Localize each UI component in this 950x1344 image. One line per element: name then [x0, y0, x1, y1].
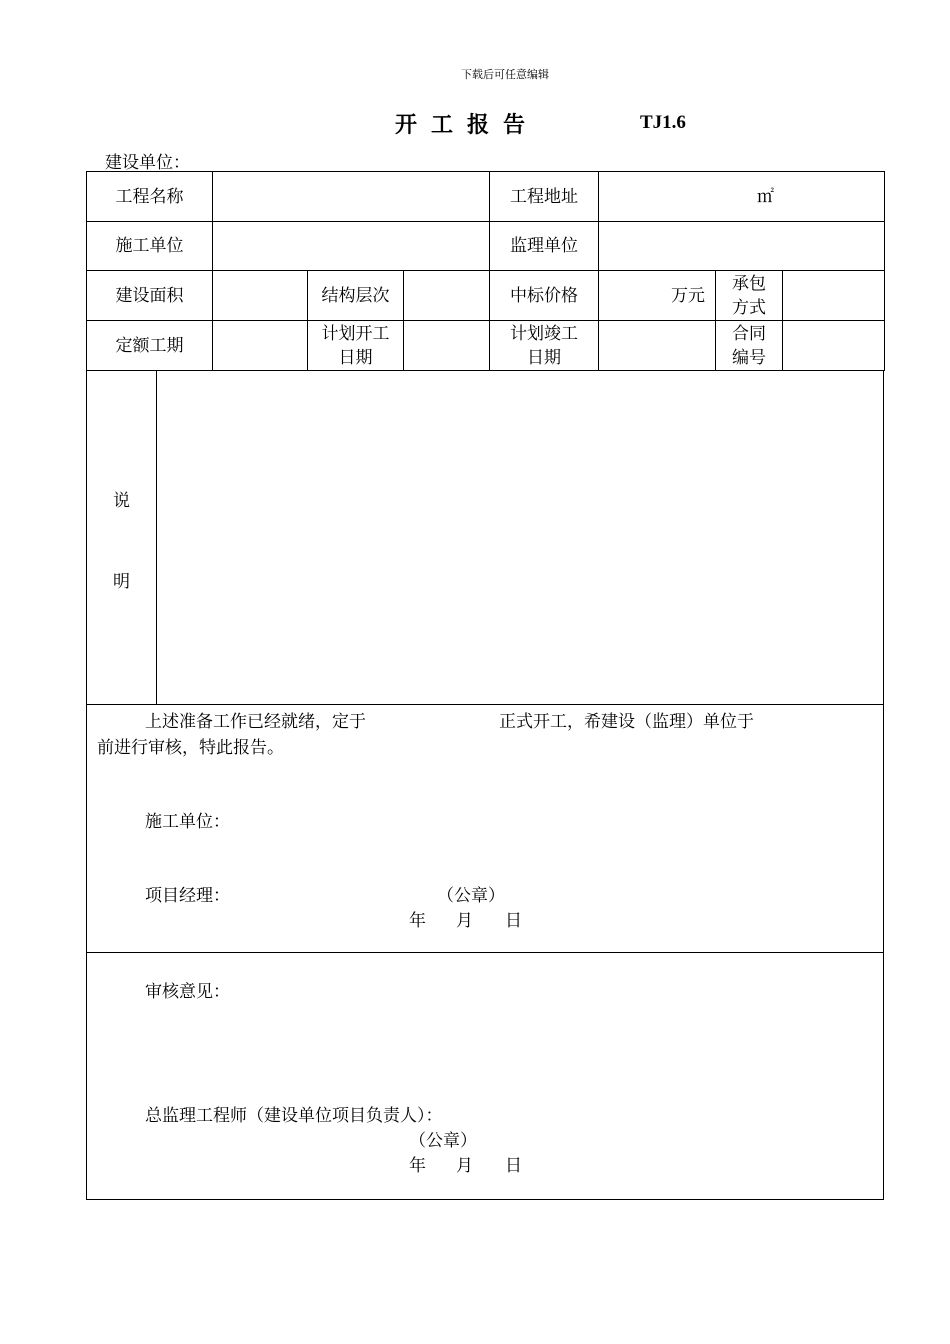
construction-unit-field[interactable]: [213, 222, 490, 271]
table-row: [87, 222, 885, 271]
description-label-2: 明: [113, 572, 130, 592]
project-info-table: [86, 171, 885, 371]
structure-floors-field[interactable]: [404, 271, 490, 321]
structure-floors-label: 结构层次: [308, 271, 404, 321]
table-row: [87, 271, 885, 321]
plan-start-field[interactable]: [404, 321, 490, 371]
building-area-field[interactable]: [213, 271, 308, 321]
project-name-field[interactable]: [213, 172, 490, 222]
building-area-label: 建设面积: [87, 271, 213, 321]
chief-supervisor-label: 总监理工程师（建设单位项目负责人）：: [145, 1106, 443, 1126]
form-code: TJ1.6: [640, 112, 686, 133]
project-manager-label: 项目经理：: [145, 886, 230, 906]
declaration-section: [86, 704, 884, 952]
contract-mode-field[interactable]: [783, 271, 885, 321]
review-date-year: 年: [409, 1156, 426, 1176]
project-address-field[interactable]: [599, 172, 885, 222]
price-unit: 万元: [671, 285, 706, 306]
date-day: 日: [505, 911, 522, 931]
description-label-1: 说: [113, 491, 130, 511]
supervision-unit-label: 监理单位: [490, 222, 599, 271]
declaration-line2: 前进行审核，特此报告。: [97, 738, 284, 758]
contract-no-label: 合同 编号: [716, 321, 783, 371]
bid-price-field[interactable]: [599, 271, 716, 321]
official-seal-label: （公章）: [437, 886, 505, 906]
description-divider: [156, 371, 157, 704]
date-year: 年: [409, 911, 426, 931]
review-date-month: 月: [456, 1156, 473, 1176]
construction-unit-label: 施工单位: [87, 222, 213, 271]
supervision-unit-field[interactable]: [599, 222, 885, 271]
project-name-label: 工程名称: [87, 172, 213, 222]
area-unit: ㎡: [757, 186, 775, 207]
review-opinion-label: 审核意见：: [145, 982, 230, 1002]
review-seal-label: （公章）: [409, 1131, 477, 1151]
project-address-label: 工程地址: [490, 172, 599, 222]
contract-mode-label: 承包 方式: [716, 271, 783, 321]
watermark-text: 下载后可任意编辑: [461, 68, 549, 81]
declaration-line1a: 上述准备工作已经就绪，定于: [145, 712, 366, 732]
bid-price-label: 中标价格: [490, 271, 599, 321]
review-section: [86, 952, 884, 1200]
plan-finish-label: 计划竣工 日期: [490, 321, 599, 371]
page-title: 开工报告: [395, 112, 540, 138]
declaration-line1b: 正式开工，希建设（监理）单位于: [499, 712, 754, 732]
quota-period-label: 定额工期: [87, 321, 213, 371]
builder-unit-label: 建设单位：: [105, 153, 190, 173]
plan-start-label: 计划开工 日期: [308, 321, 404, 371]
table-row: [87, 321, 885, 371]
table-row: [87, 172, 885, 222]
contract-no-field[interactable]: [783, 321, 885, 371]
date-month: 月: [456, 911, 473, 931]
review-date-day: 日: [505, 1156, 522, 1176]
description-section: [86, 371, 884, 704]
quota-period-field[interactable]: [213, 321, 308, 371]
construction-unit-sign-label: 施工单位：: [145, 812, 230, 832]
plan-finish-field[interactable]: [599, 321, 716, 371]
